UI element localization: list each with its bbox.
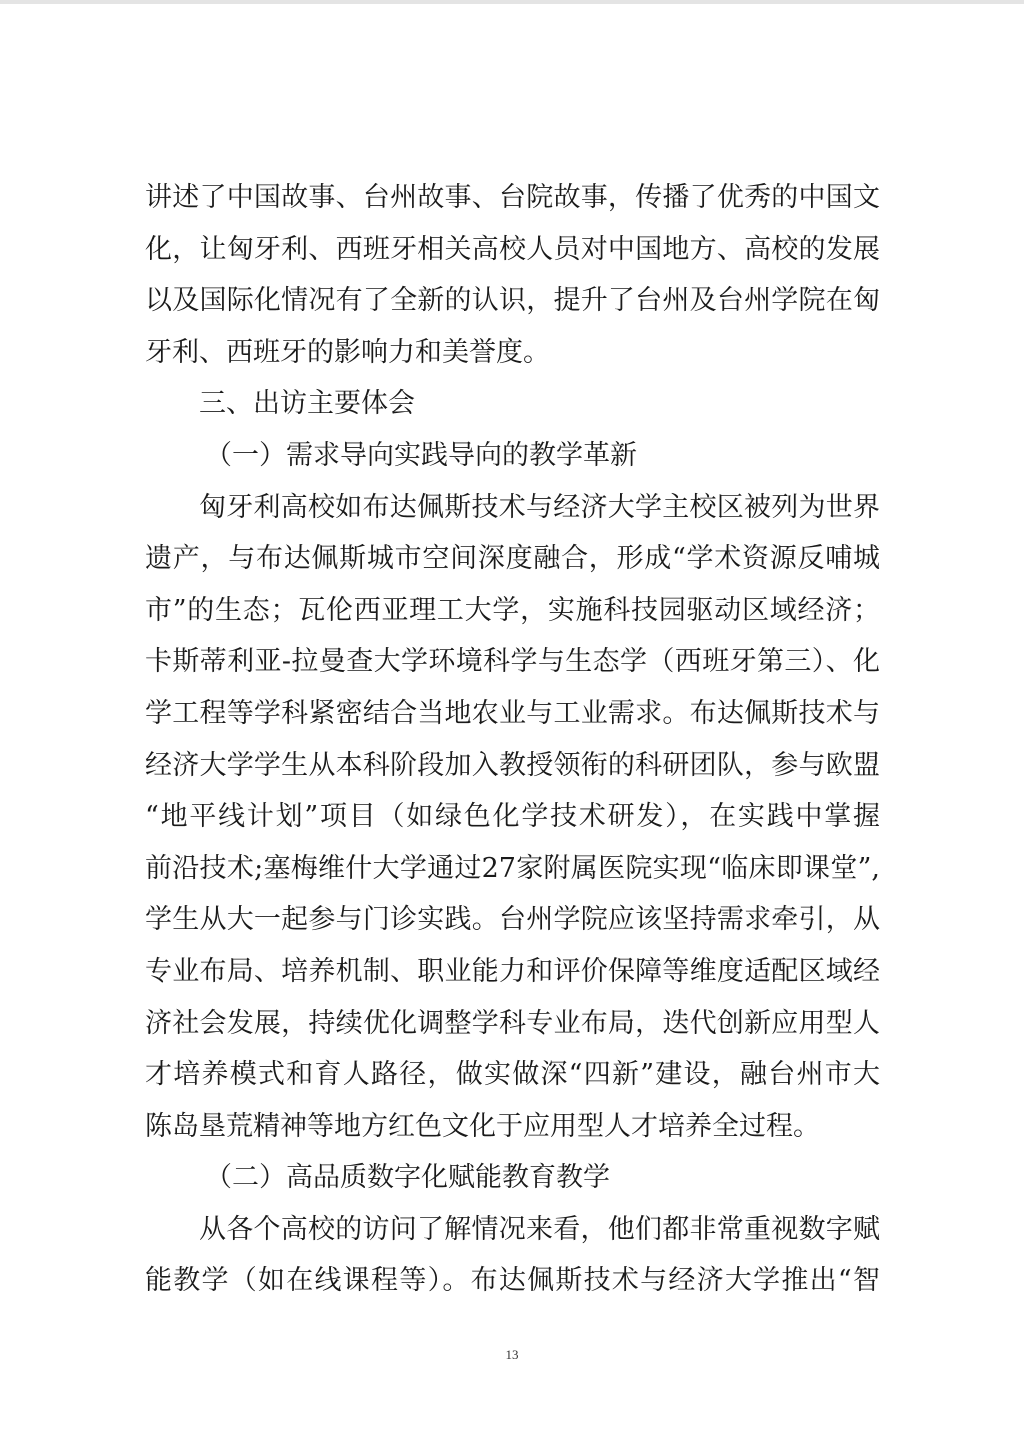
paragraph-teaching-reform bbox=[145, 482, 880, 1153]
text-line: 陈岛垦荒精神等地方红色文化于应用型人才培养全过程。 bbox=[145, 1110, 820, 1142]
text-line: 匈牙利高校如布达佩斯技术与经济大学主校区被列为世界 bbox=[199, 491, 880, 523]
text-line: 讲述了中国故事、台州故事、台院故事，传播了优秀的中国文 bbox=[145, 182, 880, 213]
text-line: 化，让匈牙利、西班牙相关高校人员对中国地方、高校的发展 bbox=[145, 233, 880, 265]
page-number: 13 bbox=[505, 1347, 519, 1362]
subsection-heading-2: （二）高品质数字化赋能教育教学 bbox=[205, 1162, 610, 1194]
text-line: 济社会发展，持续优化调整学科专业布局，迭代创新应用型人 bbox=[145, 1007, 880, 1039]
section-heading: 三、出访主要体会 bbox=[199, 388, 415, 420]
text-line: 经济大学学生从本科阶段加入教授领衔的科研团队，参与欧盟 bbox=[145, 749, 880, 781]
text-line: 专业布局、培养机制、职业能力和评价保障等维度适配区域经 bbox=[145, 955, 880, 987]
document-body bbox=[145, 172, 880, 1307]
text-line: “地平线计划”项目（如绿色化学技术研发），在实践中掌握 bbox=[145, 801, 880, 833]
text-line: 学工程等学科紧密结合当地农业与工业需求。布达佩斯技术与 bbox=[145, 697, 880, 729]
text-line: 从各个高校的访问了解情况来看，他们都非常重视数字赋 bbox=[199, 1213, 880, 1245]
text-line: 牙利、西班牙的影响力和美誉度。 bbox=[145, 336, 550, 368]
paragraph-digital-teaching bbox=[145, 1204, 880, 1307]
text-line: 以及国际化情况有了全新的认识，提升了台州及台州学院在匈 bbox=[145, 285, 880, 317]
text-line: 遗产，与布达佩斯城市空间深度融合，形成“学术资源反哺城 bbox=[145, 543, 880, 575]
scan-edge bbox=[0, 0, 1024, 4]
paragraph-continuation bbox=[145, 172, 880, 378]
text-line: 卡斯蒂利亚-拉曼查大学环境科学与生态学（西班牙第三）、化 bbox=[145, 646, 880, 678]
text-line: 能教学（如在线课程等）。布达佩斯技术与经济大学推出“智 bbox=[145, 1265, 880, 1297]
subsection-heading-1: （一）需求导向实践导向的教学革新 bbox=[205, 439, 637, 471]
text-line: 市”的生态；瓦伦西亚理工大学，实施科技园驱动区域经济； bbox=[145, 594, 880, 626]
text-line: 学生从大一起参与门诊实践。台州学院应该坚持需求牵引，从 bbox=[145, 904, 880, 936]
text-line: 才培养模式和育人路径，做实做深“四新”建设，融台州市大 bbox=[145, 1059, 880, 1091]
text-line: 前沿技术;塞梅维什大学通过27家附属医院实现“临床即课堂”, bbox=[145, 852, 880, 884]
